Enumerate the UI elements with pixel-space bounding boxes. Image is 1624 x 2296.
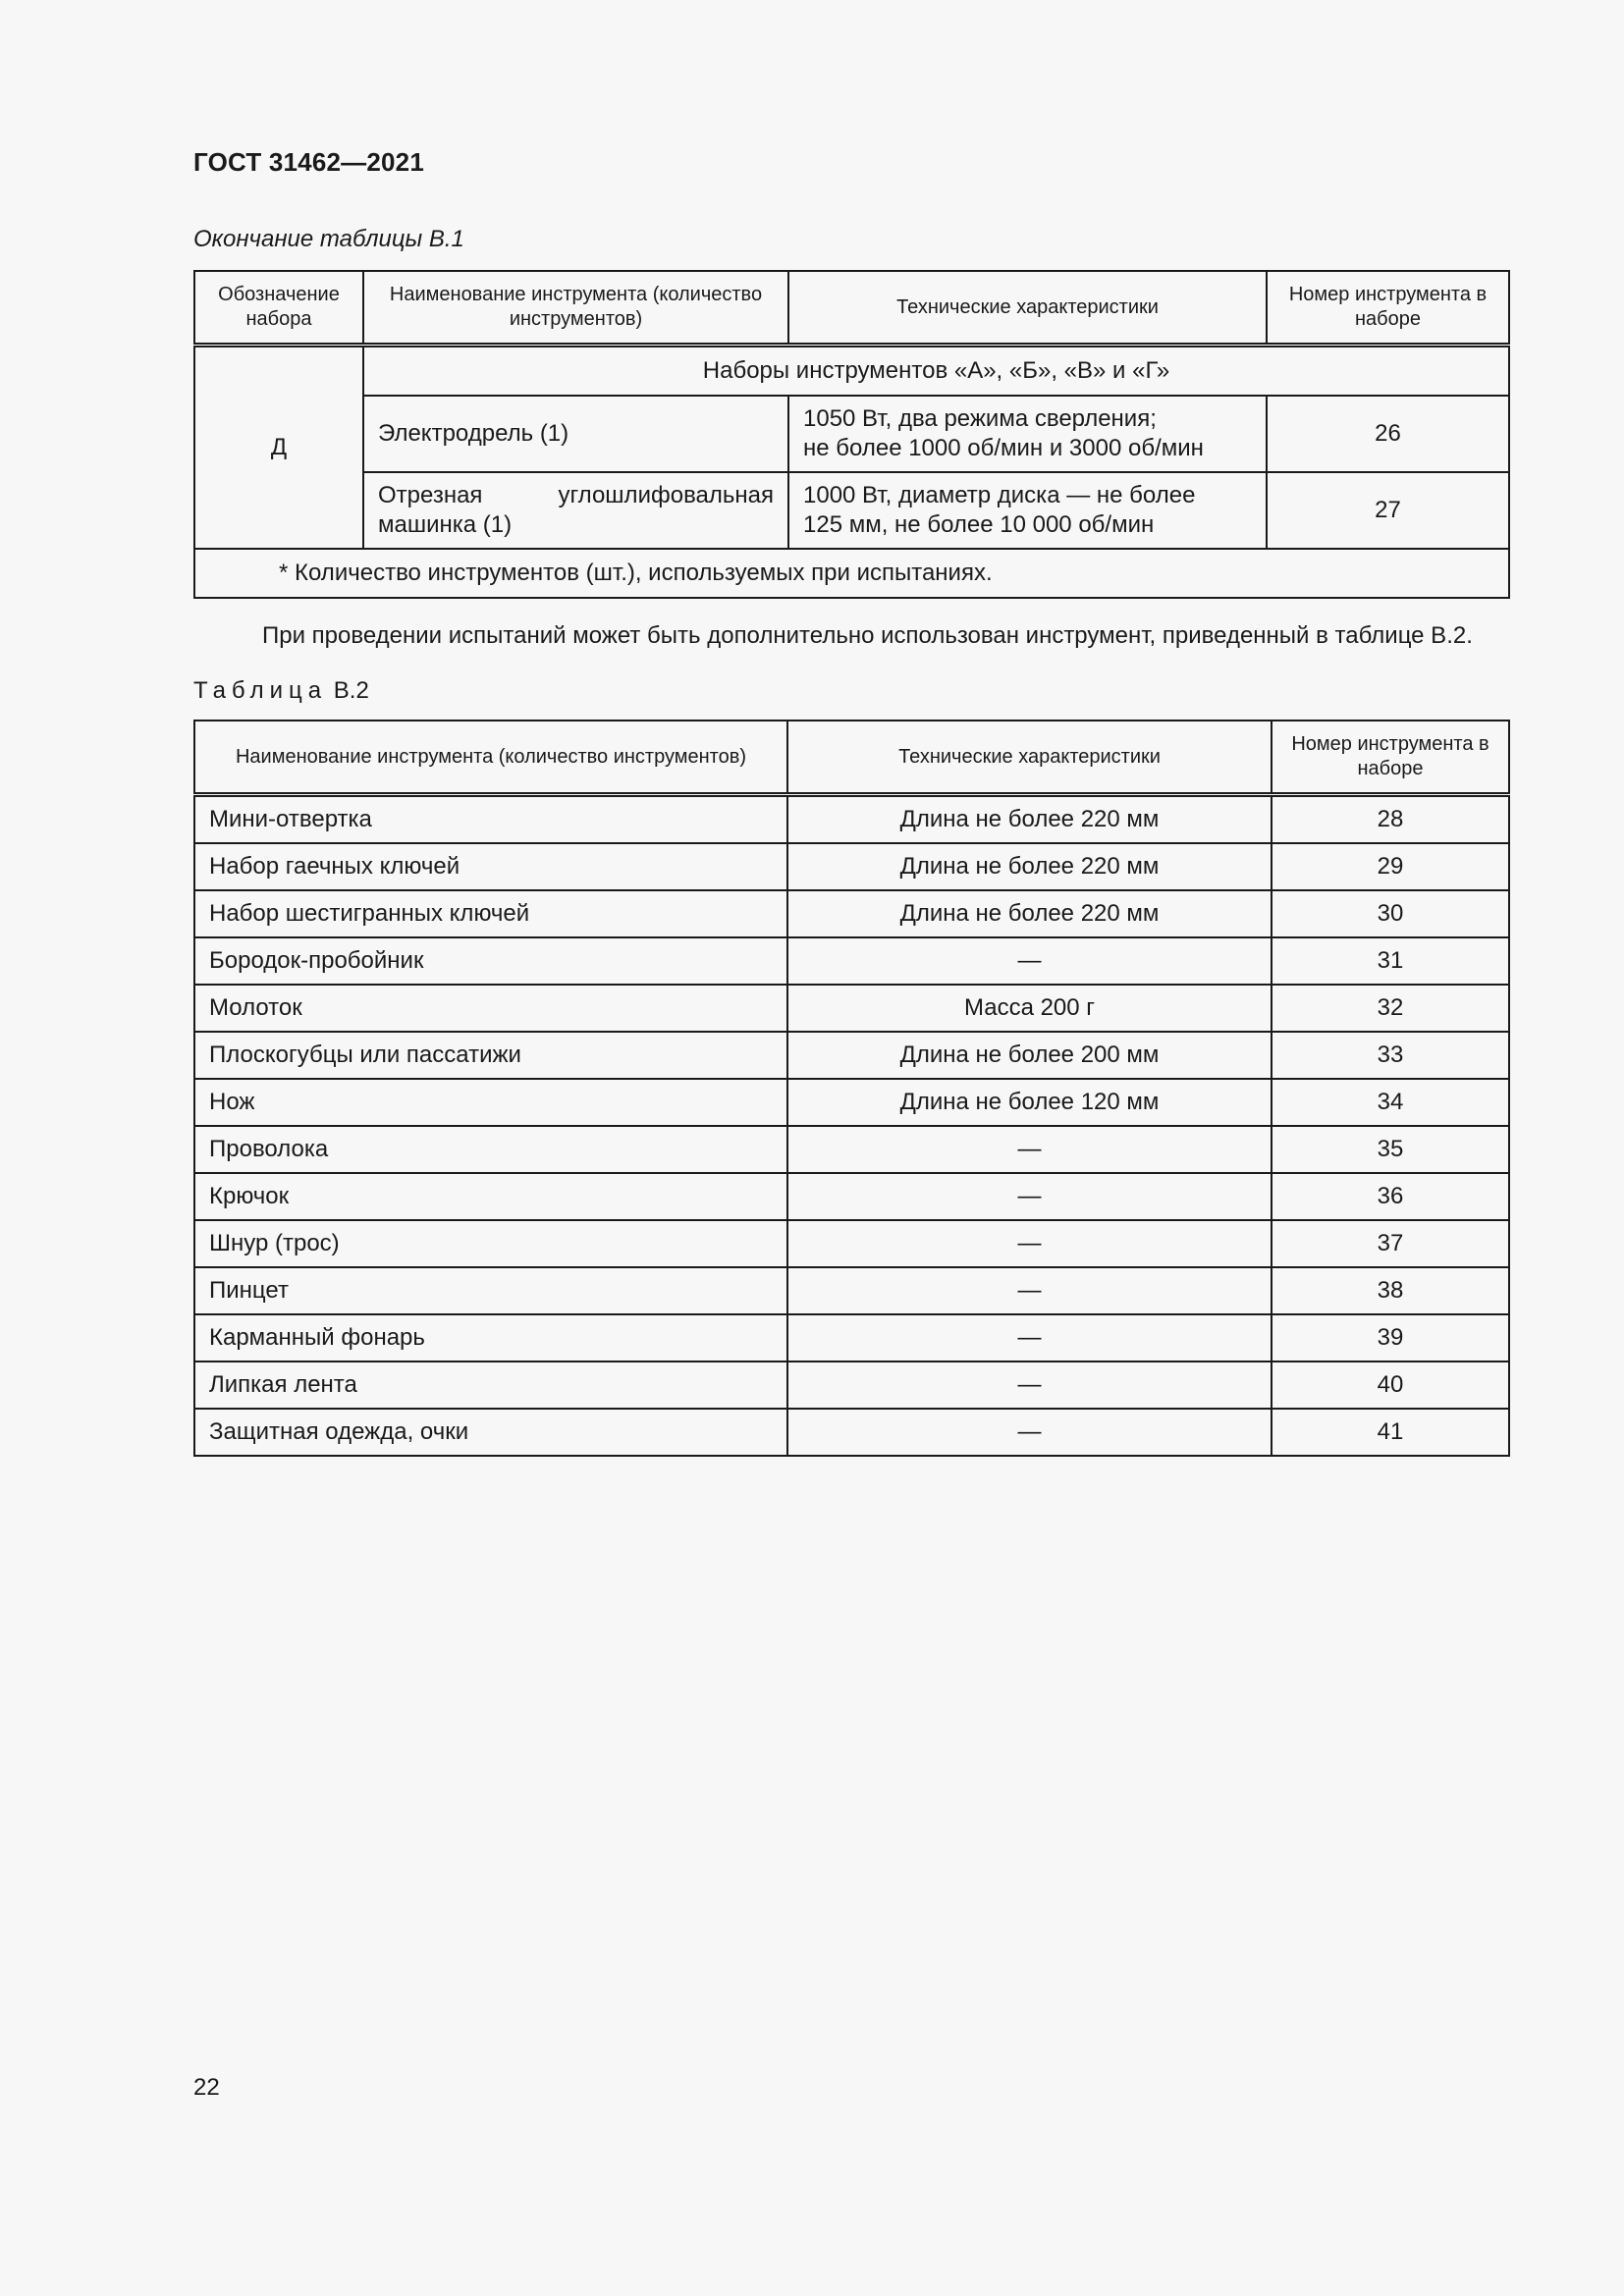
tool-name-cell: Защитная одежда, очки [194, 1409, 787, 1456]
table-row [194, 937, 1509, 985]
table-row [194, 1267, 1509, 1314]
tool-number-cell: 34 [1272, 1079, 1509, 1126]
tool-number-cell: 41 [1272, 1409, 1509, 1456]
tool-spec-cell: Длина не более 120 мм [787, 1079, 1272, 1126]
tool-name-cell: Проволока [194, 1126, 787, 1173]
tool-name-cell: Липкая лента [194, 1362, 787, 1409]
table-row [194, 1126, 1509, 1173]
tool-number-cell: 39 [1272, 1314, 1509, 1362]
tool-spec-cell: — [787, 1362, 1272, 1409]
table1-col-spec: Технические характеристики [788, 271, 1267, 346]
table-row [194, 396, 1509, 472]
table-row [194, 795, 1509, 844]
table1-col-number: Номер инструмента в наборе [1267, 271, 1509, 346]
document-title: ГОСТ 31462—2021 [193, 147, 424, 177]
set-designation-cell: Д [194, 346, 363, 550]
table1-footnote-row [194, 549, 1509, 598]
table-row [194, 843, 1509, 890]
group-header-cell: Наборы инструментов «А», «Б», «В» и «Г» [363, 346, 1509, 397]
tool-spec-cell: — [787, 1126, 1272, 1173]
table-row [194, 985, 1509, 1032]
tool-number-cell: 27 [1267, 472, 1509, 549]
table-row [194, 890, 1509, 937]
spec-line: не более 1000 об/мин и 3000 об/мин [803, 435, 1204, 461]
tool-number-cell: 28 [1272, 795, 1509, 844]
tool-spec-cell: Длина не более 220 мм [787, 890, 1272, 937]
tool-spec-cell: — [787, 1267, 1272, 1314]
table2-col-name: Наименование инструмента (количество инструментов) [194, 721, 787, 795]
table-row [194, 1032, 1509, 1079]
table1-caption: Окончание таблицы В.1 [193, 226, 464, 252]
table1-group-row [194, 346, 1509, 397]
table1-col-designation: Обозначение набора [194, 271, 363, 346]
tool-number-cell: 36 [1272, 1173, 1509, 1220]
tool-number-cell: 26 [1267, 396, 1509, 472]
page-number: 22 [193, 2074, 220, 2101]
spec-line: 125 мм, не более 10 000 об/мин [803, 511, 1155, 538]
tool-name-cell: Карманный фонарь [194, 1314, 787, 1362]
table2-col-number: Номер инструмента в наборе [1272, 721, 1509, 795]
table1-footnote: * Количество инструментов (шт.), используемых при испытаниях. [194, 549, 1509, 598]
table-row [194, 1314, 1509, 1362]
tool-name-cell: Мини-отвертка [194, 795, 787, 844]
table-b1-continuation [193, 270, 1510, 599]
tool-spec-cell: — [787, 1173, 1272, 1220]
tool-name-cell: Бородок-пробойник [194, 937, 787, 985]
table2-col-spec: Технические характеристики [787, 721, 1272, 795]
tool-name-cell: Плоскогубцы или пассатижи [194, 1032, 787, 1079]
tool-name-cell: Молоток [194, 985, 787, 1032]
table-row [194, 1173, 1509, 1220]
tool-number-cell: 29 [1272, 843, 1509, 890]
table-row [194, 472, 1509, 549]
table-row [194, 1362, 1509, 1409]
tool-number-cell: 37 [1272, 1220, 1509, 1267]
tool-spec-cell: — [787, 937, 1272, 985]
tool-number-cell: 40 [1272, 1362, 1509, 1409]
table-row [194, 1079, 1509, 1126]
table-b2 [193, 720, 1510, 1457]
table-row [194, 1220, 1509, 1267]
tool-number-cell: 31 [1272, 937, 1509, 985]
tool-spec-cell [788, 396, 1267, 472]
spec-line: 1050 Вт, два режима сверления; [803, 405, 1157, 432]
tool-spec-cell: — [787, 1314, 1272, 1362]
tool-name-cell: Нож [194, 1079, 787, 1126]
tool-name-cell: Электродрель (1) [363, 396, 788, 472]
table2-header-row [194, 721, 1509, 795]
tool-name-cell: Пинцет [194, 1267, 787, 1314]
table2-caption [193, 677, 369, 705]
tool-number-cell: 38 [1272, 1267, 1509, 1314]
tool-spec-cell: Длина не более 200 мм [787, 1032, 1272, 1079]
table-row [194, 1409, 1509, 1456]
tool-spec-cell: — [787, 1220, 1272, 1267]
tool-name-cell: Крючок [194, 1173, 787, 1220]
tool-name-cell: Набор шестигранных ключей [194, 890, 787, 937]
tool-spec-cell: Масса 200 г [787, 985, 1272, 1032]
tool-name-cell: Шнур (трос) [194, 1220, 787, 1267]
tool-spec-cell: Длина не более 220 мм [787, 843, 1272, 890]
table2-caption-word: Таблица [193, 677, 328, 704]
tool-spec-cell [788, 472, 1267, 549]
spec-line: 1000 Вт, диаметр диска — не более [803, 482, 1196, 508]
table1-col-name: Наименование инструмента (количество инструментов) [363, 271, 788, 346]
tool-number-cell: 35 [1272, 1126, 1509, 1173]
tool-spec-cell: Длина не более 220 мм [787, 795, 1272, 844]
tool-number-cell: 30 [1272, 890, 1509, 937]
body-paragraph: При проведении испытаний может быть дополнительно использован инструмент, приведенный в таблице В.2. [262, 622, 1473, 649]
table2-caption-id: В.2 [333, 677, 369, 704]
tool-number-cell: 33 [1272, 1032, 1509, 1079]
tool-number-cell: 32 [1272, 985, 1509, 1032]
tool-name-cell: Набор гаечных ключей [194, 843, 787, 890]
table1-header-row [194, 271, 1509, 346]
tool-spec-cell: — [787, 1409, 1272, 1456]
tool-name-cell: Отрезная углошлифовальная машинка (1) [363, 472, 788, 549]
